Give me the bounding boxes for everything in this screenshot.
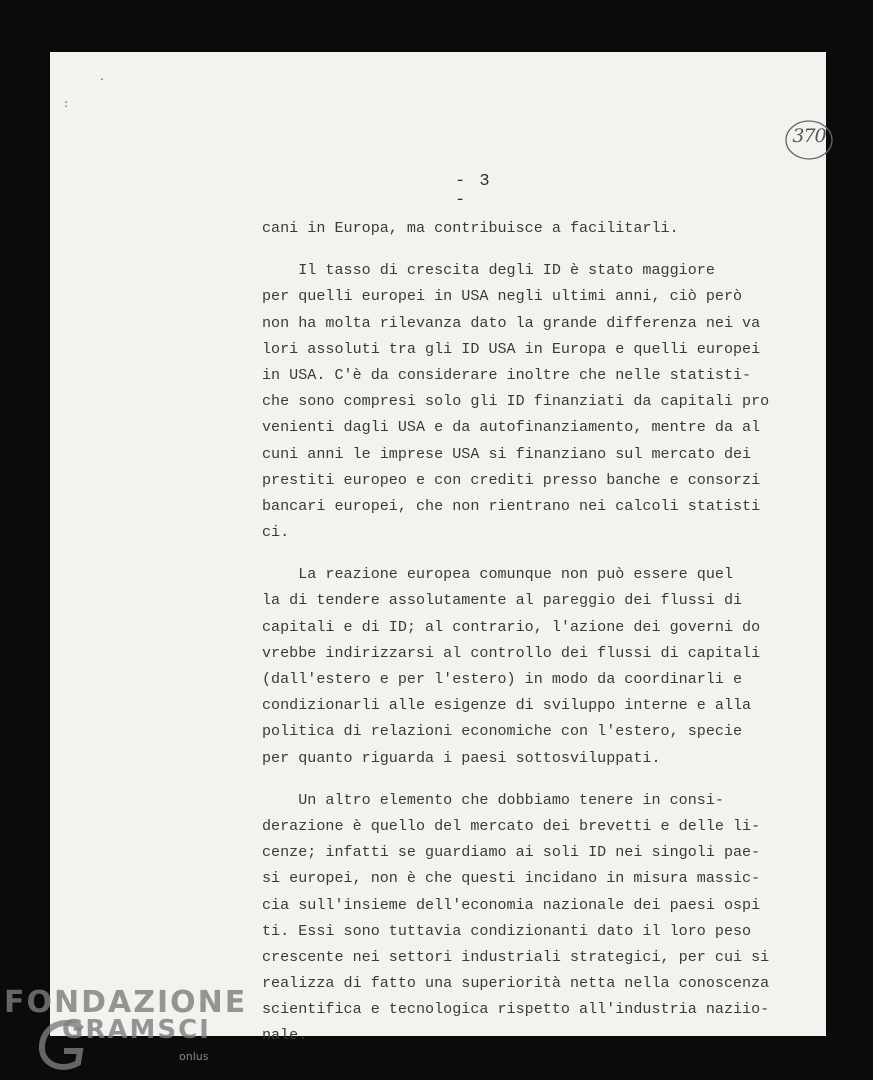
text-line: La reazione europea comunque non può essere quel	[262, 565, 734, 584]
text-line: lori assoluti tra gli ID USA in Europa e quelli europei	[262, 339, 761, 358]
text-line: cuni anni le imprese USA si finanziano sul mercato dei	[262, 444, 752, 463]
text-line: Un altro elemento che dobbiamo tenere in consi-	[262, 790, 724, 809]
paragraph-gap	[262, 771, 822, 787]
text-line: crescente nei settori industriali strategici, per cui si	[262, 947, 770, 966]
page-number: - 3 -	[455, 172, 492, 210]
text-line: Il tasso di crescita degli ID è stato maggiore	[262, 261, 715, 280]
paragraph	[262, 215, 822, 241]
paragraph	[262, 257, 822, 545]
text-line: scientifica e tecnologica rispetto all'industria naziio-	[262, 1000, 770, 1019]
text-line: nale.	[262, 1026, 308, 1045]
text-line: non ha molta rilevanza dato la grande differenza nei va	[262, 313, 761, 332]
text-line: in USA. C'è da considerare inoltre che nelle statisti-	[262, 365, 752, 384]
text-line: derazione è quello del mercato dei brevetti e delle li-	[262, 816, 761, 835]
text-line: condizionarli alle esigenze di sviluppo interne e alla	[262, 696, 752, 715]
text-line: capitali e di ID; al contrario, l'azione dei governi do	[262, 617, 761, 636]
text-line: realizza di fatto una superiorità netta nella conoscenza	[262, 974, 770, 993]
paragraph-gap	[262, 241, 822, 257]
text-line: venienti dagli USA e da autofinanziamento, mentre da al	[262, 418, 761, 437]
text-line: la di tendere assolutamente al pareggio dei flussi di	[262, 591, 743, 610]
text-line: (dall'estero e per l'estero) in modo da coordinarli e	[262, 670, 743, 688]
paragraph	[262, 561, 822, 771]
text-line: politica di relazioni economiche con l'estero, specie	[262, 722, 743, 741]
text-line: vrebbe indirizzarsi al controllo dei flussi di capitali	[262, 643, 761, 662]
paragraph	[262, 787, 822, 1049]
fondazione-gramsci-logo	[4, 985, 248, 1080]
text-line: bancari europei, che non rientrano nei calcoli statisti	[262, 496, 761, 515]
folio-stamp	[784, 118, 834, 162]
logo-line-1: FONDAZIONE	[4, 985, 248, 1020]
text-line: per quanto riguarda i paesi sottosviluppati.	[262, 748, 661, 767]
folio-number: 370	[792, 125, 826, 147]
document-page	[50, 52, 826, 1045]
text-line: che sono compresi solo gli ID finanziati da capitali pro	[262, 392, 770, 411]
text-line: prestiti europeo e con crediti presso banche e consorzi	[262, 470, 761, 489]
margin-mark: :	[63, 100, 70, 111]
paragraph-gap	[262, 545, 822, 561]
typed-body	[262, 215, 822, 1049]
text-line: ci.	[262, 523, 290, 542]
text-line: cani in Europa, ma contribuisce a facilitarli.	[262, 219, 679, 237]
text-line: cenze; infatti se guardiamo ai soli ID nei singoli pae-	[262, 843, 761, 862]
text-line: per quelli europei in USA negli ultimi anni, ciò però	[262, 287, 743, 306]
logo-suffix: onlus	[179, 1050, 209, 1063]
margin-mark: ·	[99, 75, 106, 86]
text-line: ti. Essi sono tuttavia condizionanti dato il loro peso	[262, 921, 752, 940]
text-line: cia sull'insieme dell'economia nazionale dei paesi ospi	[262, 895, 761, 914]
text-line: si europei, non è che questi incidano in misura massic-	[262, 869, 761, 888]
logo-line-2: GRAMSCI	[62, 1015, 211, 1045]
